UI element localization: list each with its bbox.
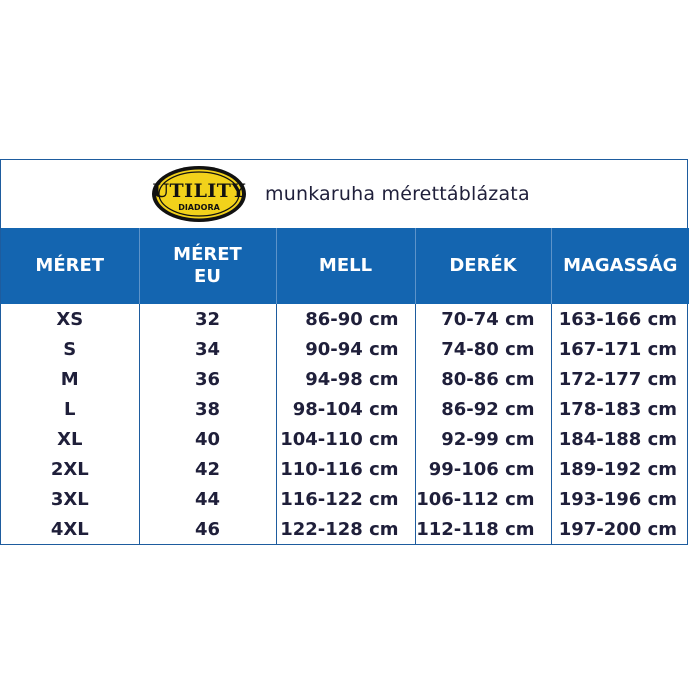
cell-height: 167-171 cm [551,334,689,364]
table-row [1,394,689,424]
header-derek: DERÉK [415,228,551,304]
page-title: munkaruha mérettáblázata [265,183,530,205]
cell-size: XL [57,428,83,450]
cell-size: 4XL [50,518,89,540]
title-bar [1,160,687,228]
cell-waist: 80-86 cm [415,364,551,394]
cell-waist: 99-106 cm [415,454,551,484]
cell-height: 178-183 cm [551,394,689,424]
cell-waist: 74-80 cm [415,334,551,364]
cell-eu-size: 44 [139,484,276,514]
cell-height: 172-177 cm [551,364,689,394]
header-meret-eu [139,228,276,304]
cell-chest: 94-98 cm [276,364,415,394]
size-table [1,228,689,544]
cell-waist: 86-92 cm [415,394,551,424]
cell-size: S [63,338,77,360]
cell-eu-size: 36 [139,364,276,394]
cell-waist: 106-112 cm [415,484,551,514]
header-mell: MELL [276,228,415,304]
header-magassag: MAGASSÁG [551,228,689,304]
cell-size: 2XL [50,458,89,480]
svg-text:UTILITY: UTILITY [152,180,246,202]
table-row [1,304,689,334]
cell-chest: 116-122 cm [276,484,415,514]
table-row [1,514,689,544]
cell-height: 197-200 cm [551,514,689,544]
cell-height: 184-188 cm [551,424,689,454]
cell-eu-size: 32 [139,304,276,334]
cell-size: M [60,368,79,390]
cell-eu-size: 38 [139,394,276,424]
cell-waist: 112-118 cm [415,514,551,544]
cell-waist: 92-99 cm [415,424,551,454]
svg-text:DIADORA: DIADORA [178,203,220,212]
table-row [1,424,689,454]
cell-height: 163-166 cm [551,304,689,334]
cell-eu-size: 34 [139,334,276,364]
table-row [1,364,689,394]
header-meret-eu-text: MÉRET EU [173,244,242,287]
cell-chest: 90-94 cm [276,334,415,364]
cell-size: L [64,398,76,420]
cell-chest: 122-128 cm [276,514,415,544]
cell-waist: 70-74 cm [415,304,551,334]
header-row [1,228,689,304]
cell-size: 3XL [50,488,89,510]
cell-chest: 110-116 cm [276,454,415,484]
header-meret: MÉRET [1,228,139,304]
cell-eu-size: 42 [139,454,276,484]
cell-size: XS [56,308,84,330]
size-chart [0,159,688,545]
cell-eu-size: 40 [139,424,276,454]
cell-height: 189-192 cm [551,454,689,484]
table-row [1,454,689,484]
table-row [1,334,689,364]
table-row [1,484,689,514]
utility-diadora-logo [149,163,249,225]
cell-height: 193-196 cm [551,484,689,514]
cell-chest: 104-110 cm [276,424,415,454]
cell-chest: 98-104 cm [276,394,415,424]
cell-chest: 86-90 cm [276,304,415,334]
cell-eu-size: 46 [139,514,276,544]
